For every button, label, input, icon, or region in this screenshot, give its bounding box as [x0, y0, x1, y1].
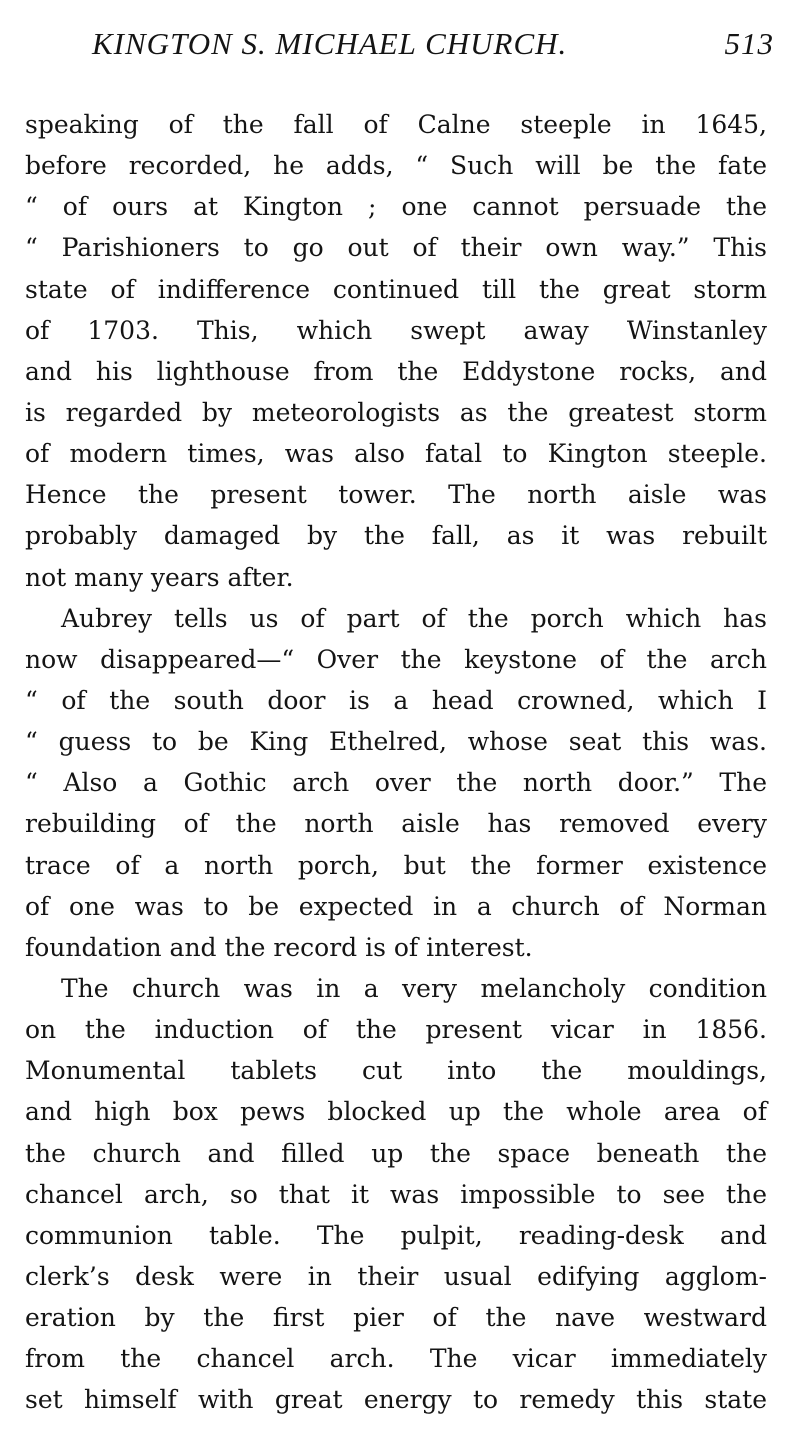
text-line: rebuilding of the north aisle has removed every — [25, 809, 767, 839]
text-line: “ of the south door is a head crowned, which I — [25, 685, 767, 715]
paragraph-3 — [25, 968, 767, 1421]
text-line: Aubrey tells us of part of the porch which has — [61, 603, 767, 633]
text-line: clerk’s desk were in their usual edifying agglom- — [25, 1261, 767, 1291]
paragraph-2 — [25, 598, 767, 968]
page-number: 513 — [724, 26, 774, 61]
text-line: chancel arch, so that it was impossible to see the — [25, 1179, 767, 1209]
text-line: Monumental tablets cut into the mouldings, — [25, 1056, 767, 1086]
text-line: from the chancel arch. The vicar immediately — [25, 1344, 767, 1374]
text-line: “ of ours at Kington ; one cannot persuade the — [25, 192, 767, 222]
text-line: the church and filled up the space beneath the — [25, 1138, 767, 1168]
text-line: communion table. The pulpit, reading-desk and — [25, 1220, 767, 1250]
text-line: of one was to be expected in a church of Norman — [25, 891, 767, 921]
text-line: not many years after. — [25, 562, 294, 592]
text-line: “ Also a Gothic arch over the north door.” The — [25, 768, 767, 798]
text-line: The church was in a very melancholy condition — [61, 973, 767, 1003]
running-head-title: KINGTON S. MICHAEL CHURCH. — [92, 26, 568, 61]
text-line: set himself with great energy to remedy this state — [25, 1385, 767, 1415]
text-line: trace of a north porch, but the former existence — [25, 850, 767, 880]
text-line: speaking of the fall of Calne steeple in 1645, — [25, 110, 767, 139]
text-line: “ Parishioners to go out of their own way.” This — [25, 233, 767, 263]
text-line: eration by the first pier of the nave westward — [25, 1303, 767, 1333]
body-text — [25, 104, 767, 1421]
text-line: probably damaged by the fall, as it was rebuilt — [25, 521, 767, 551]
text-line: of modern times, was also fatal to Kington steeple. — [25, 439, 767, 469]
paragraph-1 — [25, 104, 767, 598]
text-line: state of indifference continued till the great storm — [25, 274, 767, 304]
text-line: Hence the present tower. The north aisle was — [25, 480, 767, 510]
running-head — [92, 26, 782, 66]
text-line: and his lighthouse from the Eddystone rocks, and — [25, 356, 767, 386]
text-line: now disappeared—“ Over the keystone of the arch — [25, 644, 767, 674]
text-line: and high box pews blocked up the whole area of — [25, 1097, 767, 1127]
text-line: of 1703. This, which swept away Winstanley — [25, 315, 767, 345]
text-line: foundation and the record is of interest. — [25, 932, 533, 962]
text-line: before recorded, he adds, “ Such will be the fate — [25, 151, 767, 181]
text-line: is regarded by meteorologists as the greatest storm — [25, 397, 767, 427]
text-line: on the induction of the present vicar in 1856. — [25, 1015, 767, 1045]
text-line: “ guess to be King Ethelred, whose seat this was. — [25, 727, 767, 757]
